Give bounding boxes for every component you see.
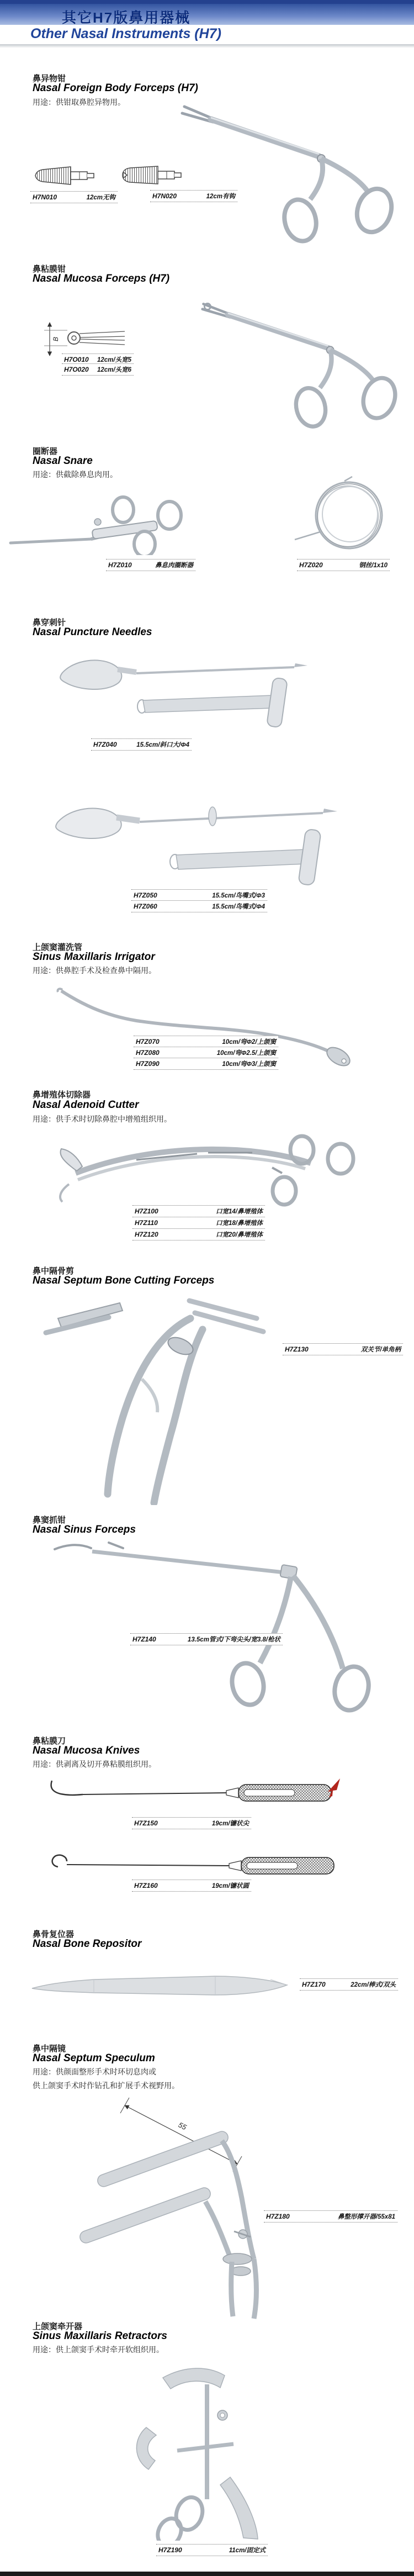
- product-code: H7Z170: [302, 1981, 326, 1988]
- product-label: [91, 738, 192, 751]
- product-code: H7Z180: [266, 2213, 290, 2220]
- mucosa-knife-round-photo: [47, 1850, 345, 1879]
- product-code: H7O010: [64, 356, 89, 363]
- product-spec: 12cm/头宽6: [97, 367, 131, 373]
- page-bottom-bar: [0, 2572, 414, 2576]
- product-code: H7Z150: [134, 1819, 158, 1827]
- section-title-cn: 鼻增殖体切除器: [33, 1090, 91, 1100]
- page-title-en: Other Nasal Instruments (H7): [30, 26, 221, 41]
- product-code: H7Z020: [299, 561, 323, 569]
- section-usage: 用途：供手术时切除鼻腔中增殖组织用。: [33, 1115, 172, 1123]
- product-label: [134, 1036, 278, 1048]
- product-code: H7Z080: [136, 1049, 160, 1057]
- product-code: H7Z100: [135, 1207, 158, 1215]
- product-spec: 12cm/头宽5: [97, 357, 131, 363]
- product-spec: 15.5cm/斜口大/Φ4: [136, 742, 189, 748]
- product-label: [106, 559, 195, 571]
- section-title-en: Nasal Septum Speculum: [33, 2052, 155, 2064]
- section-title-en: Sinus Maxillaris Retractors: [33, 2330, 167, 2342]
- product-code: H7Z120: [135, 1231, 158, 1238]
- product-label: [132, 1217, 265, 1229]
- header-divider: [0, 44, 414, 48]
- section-usage: 用途：供剥离及切开鼻粘膜组织用。: [33, 1760, 156, 1769]
- section-usage: 用途：供鼻腔手术及检查鼻中隔用。: [33, 966, 156, 975]
- product-label: [134, 1058, 278, 1070]
- product-spec: 鼻整形撑开器/55x81: [337, 2214, 395, 2220]
- product-label: [264, 2210, 397, 2223]
- product-spec: 12cm无钩: [86, 194, 115, 201]
- section-title-en: Nasal Bone Repositor: [33, 1938, 142, 1950]
- section-title-cn: 鼻骨复位器: [33, 1930, 75, 1939]
- product-label: [62, 363, 134, 376]
- product-spec: 13.5cm管式/下弯尖头/宽3.8/枪状: [187, 1637, 280, 1643]
- section-title-cn: 鼻异物钳: [33, 74, 66, 83]
- product-label: [134, 1047, 278, 1059]
- section-title-en: Nasal Mucosa Knives: [33, 1745, 140, 1756]
- product-spec: 19cm/镰状圆: [211, 1883, 249, 1889]
- product-code: H7Z060: [134, 902, 157, 910]
- section-title-en: Nasal Sinus Forceps: [33, 1524, 136, 1535]
- foreign-body-forceps-photo: [177, 97, 414, 246]
- nasal-snare-photo: [8, 494, 190, 555]
- section-title-cn: 鼻中隔骨剪: [33, 1266, 75, 1276]
- section-usage: 用途：供钳取鼻腔异物用。: [33, 98, 125, 107]
- product-label: [132, 1817, 251, 1829]
- product-spec: 22cm/棒式/双头: [351, 1982, 396, 1988]
- product-spec: 口宽14/鼻增殖体: [216, 1208, 263, 1215]
- product-spec: 10cm/弯Φ2.5/上颌窦: [216, 1050, 276, 1057]
- product-code: H7O020: [64, 366, 89, 373]
- product-spec: 10cm/弯Φ3/上颌窦: [222, 1061, 276, 1068]
- puncture-needle-set-a-photo: [52, 651, 312, 733]
- section-usage: 用途：供颜面整形手术时环切息肉或: [33, 2067, 156, 2076]
- product-spec: 15.5cm/鸟嘴式/Φ3: [212, 893, 265, 899]
- product-code: H7Z010: [108, 561, 132, 569]
- adenoid-cutter-photo: [52, 1133, 367, 1208]
- section-title-en: Sinus Maxillaris Irrigator: [33, 951, 155, 963]
- dimension-label-55: 55: [177, 2120, 188, 2132]
- product-label: [300, 1978, 398, 1991]
- header-top-bar: [0, 0, 414, 4]
- section-usage-line2: 供上颌窦手术时作钻孔和扩展手术视野用。: [33, 2081, 179, 2090]
- product-label: [131, 900, 267, 912]
- bone-cutting-forceps-photo: [25, 1295, 279, 1505]
- sinus-retractor-photo: [124, 2361, 290, 2541]
- product-code: H7Z130: [285, 1345, 309, 1353]
- product-spec: 15.5cm/鸟嘴式/Φ4: [212, 904, 265, 910]
- product-code: H7Z190: [158, 2546, 182, 2554]
- dimension-label-b: B: [52, 336, 60, 341]
- product-code: H7Z050: [134, 891, 157, 899]
- product-spec: 双关节/单角柄: [360, 1347, 401, 1353]
- product-code: H7Z070: [136, 1038, 160, 1046]
- section-title-cn: 鼻中隔镜: [33, 2044, 66, 2054]
- mucosa-knife-sharp-photo: [44, 1777, 342, 1806]
- section-title-en: Nasal Snare: [33, 455, 93, 467]
- page-title-cn: 其它H7版鼻用器械: [62, 9, 191, 26]
- section-title-cn: 鼻穿刺针: [33, 618, 66, 627]
- section-title-cn: 鼻粘膜钳: [33, 265, 66, 274]
- sinus-forceps-photo: [41, 1538, 395, 1720]
- product-label: [132, 1228, 265, 1241]
- product-code: H7N010: [33, 193, 57, 201]
- product-spec: 11cm/固定式: [229, 2547, 266, 2554]
- product-spec: 口宽18/鼻增殖体: [216, 1220, 263, 1227]
- section-title-cn: 上颌窦灌洗管: [33, 943, 83, 952]
- product-label: [131, 889, 267, 901]
- forceps-tip-detail-hooked: [118, 162, 191, 188]
- section-title-en: Nasal Mucosa Forceps (H7): [33, 273, 170, 284]
- product-code: H7Z160: [134, 1882, 158, 1889]
- product-code: H7Z040: [93, 741, 117, 748]
- puncture-needle-set-b-photo: [47, 796, 345, 890]
- mucosa-forceps-photo: [193, 293, 414, 431]
- product-spec: 鼻息肉圈断器: [155, 562, 193, 569]
- section-title-en: Nasal Adenoid Cutter: [33, 1099, 139, 1111]
- product-spec: 19cm/镰状尖: [211, 1820, 249, 1827]
- section-title-en: Nasal Puncture Needles: [33, 626, 152, 638]
- product-label: [132, 1205, 265, 1217]
- product-spec: 口宽20/鼻增殖体: [216, 1232, 263, 1238]
- product-code: H7Z110: [135, 1219, 158, 1227]
- product-code: H7Z140: [132, 1635, 156, 1643]
- product-spec: 钢丝/1x10: [359, 562, 388, 569]
- section-title-en: Nasal Septum Bone Cutting Forceps: [33, 1275, 215, 1286]
- section-title-cn: 鼻粘膜刀: [33, 1736, 66, 1746]
- product-label: [156, 2544, 268, 2556]
- product-label: [132, 1880, 251, 1892]
- section-usage: 用途：供截除鼻息肉用。: [33, 470, 118, 479]
- section-title-cn: 鼻窦抓钳: [33, 1516, 66, 1525]
- bone-repositor-photo: [28, 1966, 298, 2005]
- section-title-cn: 上颌窦牵开器: [33, 2322, 83, 2331]
- section-usage: 用途：供上颌窦手术时牵开软组织用。: [33, 2345, 164, 2354]
- product-label: [130, 1633, 283, 1645]
- product-spec: 12cm有钩: [206, 193, 235, 200]
- forceps-tip-detail-plain: [32, 163, 104, 188]
- product-label: [283, 1343, 403, 1355]
- section-title-cn: 圈断器: [33, 447, 58, 456]
- product-code: H7Z090: [136, 1060, 160, 1068]
- section-title-en: Nasal Foreign Body Forceps (H7): [33, 82, 198, 94]
- product-spec: 10cm/弯Φ2/上颌窦: [222, 1039, 276, 1046]
- septum-speculum-photo: [72, 2093, 293, 2325]
- product-label: [30, 191, 118, 203]
- product-code: H7N020: [152, 192, 177, 200]
- product-label: [150, 190, 237, 202]
- product-label: [297, 559, 390, 571]
- wire-coil-photo: [287, 472, 403, 561]
